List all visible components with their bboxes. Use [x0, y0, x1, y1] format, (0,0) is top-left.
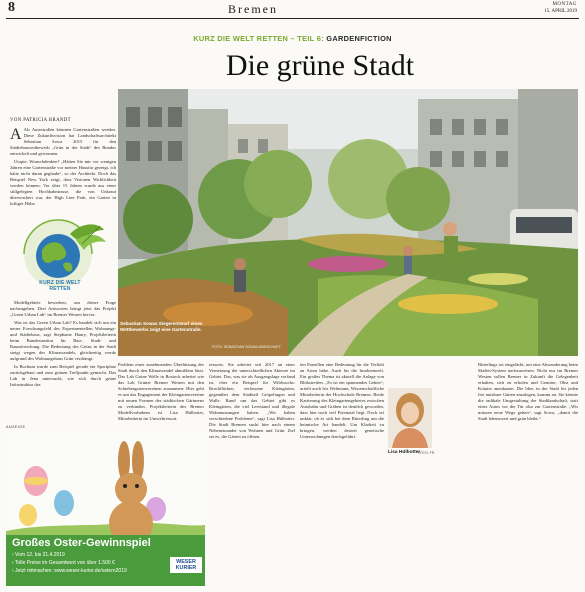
- kurz-die-welt-retten-logo: [8, 210, 112, 296]
- article-paragraph: Problem einer zunehmenden Überhitzung der Stadt durch den Klimawandel abmildern lässt. Das Lab Grüne Welle in Rostock arbeitet wie das Lab Grüner Bremer Westen mit den Schrebergartenvereinen zusammen: Hier geht es um das Engagement der Kleingartenvereine mit neuen Formen des städtischen Gärtnerns zu verbinden. Projektleiterin des Bremer Modellvorhabens ist Lisa Hülbotter, Mitarbeiterin im Umweltressort.: [118, 362, 204, 421]
- portrait-name: Lisa Hülbotter: [388, 450, 421, 455]
- photo-credit: FOTO: SEBASTIAN SOWA/LANDSCHAFT: [212, 345, 281, 349]
- article-paragraph: ressorts. Sie arbeitet seit 2017 an einer Vernetzung der unterschiedlichen Akteure im Gebiet. Das, was sie als Ausgangslage vorfand ist, eher ein Beispiel für Wildwuchs: Brachflächen, verlassene Kleingärten, gegenüber dem Stadtteil Gröpelingen und Walle. Rund um das Gebiet gibt es Kleingärten, die viel Leerstand und illegale Wohnnutzungen haben. „Wir haben verschiedene Probleme“, sagt Lisa Hülbotter. Die Stadt Bremen sucht hier nach einem Nebeneinander von Wohnen und Grün. Ziel sei es, die Gärten zu öffnen.: [209, 362, 295, 439]
- ad-label: ANZEIGE: [6, 425, 26, 429]
- lisa-huelbotter-portrait: [388, 388, 432, 448]
- ad-line-1: › Vom 12. bis 21.4.2019: [12, 552, 65, 558]
- issue-day: MONTAG: [552, 2, 577, 7]
- kicker-series: KURZ DIE WELT RETTEN – TEIL 6:: [193, 34, 324, 43]
- article-paragraph: In Bochum wurde zum Beispiel gerade ein Sportplatz zurückgebaut und zum grünen Treffpunkt gemacht. Das Lab in Jena untersucht, wie sich durch grüne Infrastruktur das: [10, 364, 116, 387]
- caption-text: Sebastian Sowas Siegerentwurf eines Wettbewerbs zeigt eine Gartenstraße.: [120, 321, 203, 332]
- article-intro: [10, 126, 116, 206]
- drop-cap: A: [10, 126, 22, 143]
- article-paragraph: Utopie, Wunschdenken? „Hätten Sie mir vor wenigen Jahren eine Gartenstraße vor meiner Haustür gezeigt, ich hätte nicht daran geglaubt“, so der Architekt. Doch das Beispiel New York zeigt, dass Visionen Wirklichkeit werden können: Vor über 15 Jahren wurde aus einer stillgelegten Hochbahntrasse, die von Unkraut überwuchert war, der High Line Park, ein Garten in luftiger Höhe.: [10, 159, 116, 206]
- header-rule: [6, 18, 579, 19]
- article-paragraph: Bitterlings rot eingefärbt, um eine Abwanderung beim Skelett-System nachzuweisen. Nicht nur im Bremer Westen sollen Bremer in Zukunft die Gelegenheit erhalten, sich zu erholen und Gemüse, Obst und Kräuter anzubauen. Die Idee, in der Stadt für jeden frei nutzbare Gärten anzulegen, kommt an. Sie könnte die radikale Umgestaltung der Stadtlandschaft, statt eines Autos vor die Tür also zur Gartenstraße. „Wir müssen neue Wege gehen“, sagt Sowa, „damit die Stadt lebenswert und grün bleibt.“: [478, 362, 578, 421]
- article-paragraph: ten Parzellen eine Bedeutung für die Vielfalt an Arten habe. Auch für die Insektenwelt. Ein großes Thema ist aktuell die Anlage von Blühstreifen. „Es ist ein spannendes Gebiet“, urteilt auch Iris Weltmann, Wissenschaftliche Mitarbeiterin der Hochschule Bremen. Beide Kartierung des Kleingartengebietes zwischen Autobahn und Gräben ist deutlich geworden, dass hier noch viel Potenzial liegt. Noch sei unklar, ob es sich bei dem Bitterling um die heimische Art handelt. Um Klarheit zu bringen, werden derzeit genetische Untersuchungen durchgeführt.: [300, 362, 384, 439]
- easter-ad[interactable]: [6, 431, 205, 586]
- article-column-5: [478, 362, 578, 586]
- portrait-credit: FOTO: FR: [418, 451, 435, 455]
- page-number: 8: [8, 0, 15, 15]
- article-paragraph: Modellgebiete bewerben, um dieser Frage nachzugehen. Drei Antworten bringt jetzt das Projekt „Green Urban Lab“ im Bremer Westen hervor.: [10, 300, 116, 317]
- paragraph-text: Als Autostraßen könnten Gartenstraßen werden. Diese Zukunftsvision hat Landschaftsarchitekt Sebastian Sowa 2015 für den Städtebauwettbewerb „Grün in der Stadt“ des Bundes entwickelt und gewonnen.: [10, 127, 116, 156]
- section-title: Bremen: [228, 2, 278, 16]
- ad-line-3[interactable]: › Jetzt mitmachen: www.weser-kurier.de/ostern2019: [12, 568, 127, 574]
- garden-street-photo: [118, 89, 578, 356]
- byline: VON PATRICIA BRANDT: [10, 118, 71, 123]
- ad-line-2: › Tolle Preise im Gesamtwert von über 1.500 €: [12, 560, 115, 566]
- article-column-3: [209, 362, 295, 586]
- logo-text: KURZ DIE WELT RETTEN: [39, 280, 81, 292]
- article-column-2: [118, 362, 204, 422]
- issue-date: 15. APRIL 2019: [544, 9, 577, 14]
- weser-kurier-logo: WESER KURIER: [170, 557, 202, 573]
- photo-caption: [120, 321, 212, 332]
- article-column-4: [300, 362, 384, 586]
- headline: Die grüne Stadt: [225, 49, 415, 82]
- kicker: [0, 34, 585, 43]
- article-paragraph: Was ist das Green Urban Lab? Es handelt sich um ein neues Forschungsfeld des Experimentellen Wohnungs- und Städtebaus, sagt Stephanie Haury, Projektleiterin beim Bundesinstitut für Bau-, Stadt- und Raumforschung. Die Bedeutung des Grüns in der Stadt steigt wegen des Klimawandels, gleichzeitig werde aufgrund des Wohnungsbaus Grün verdrängt.: [10, 320, 116, 361]
- ad-title: Großes Oster-Gewinnspiel: [12, 537, 151, 549]
- article-paragraph: [10, 127, 116, 157]
- kicker-topic: GARDENFICTION: [326, 34, 392, 43]
